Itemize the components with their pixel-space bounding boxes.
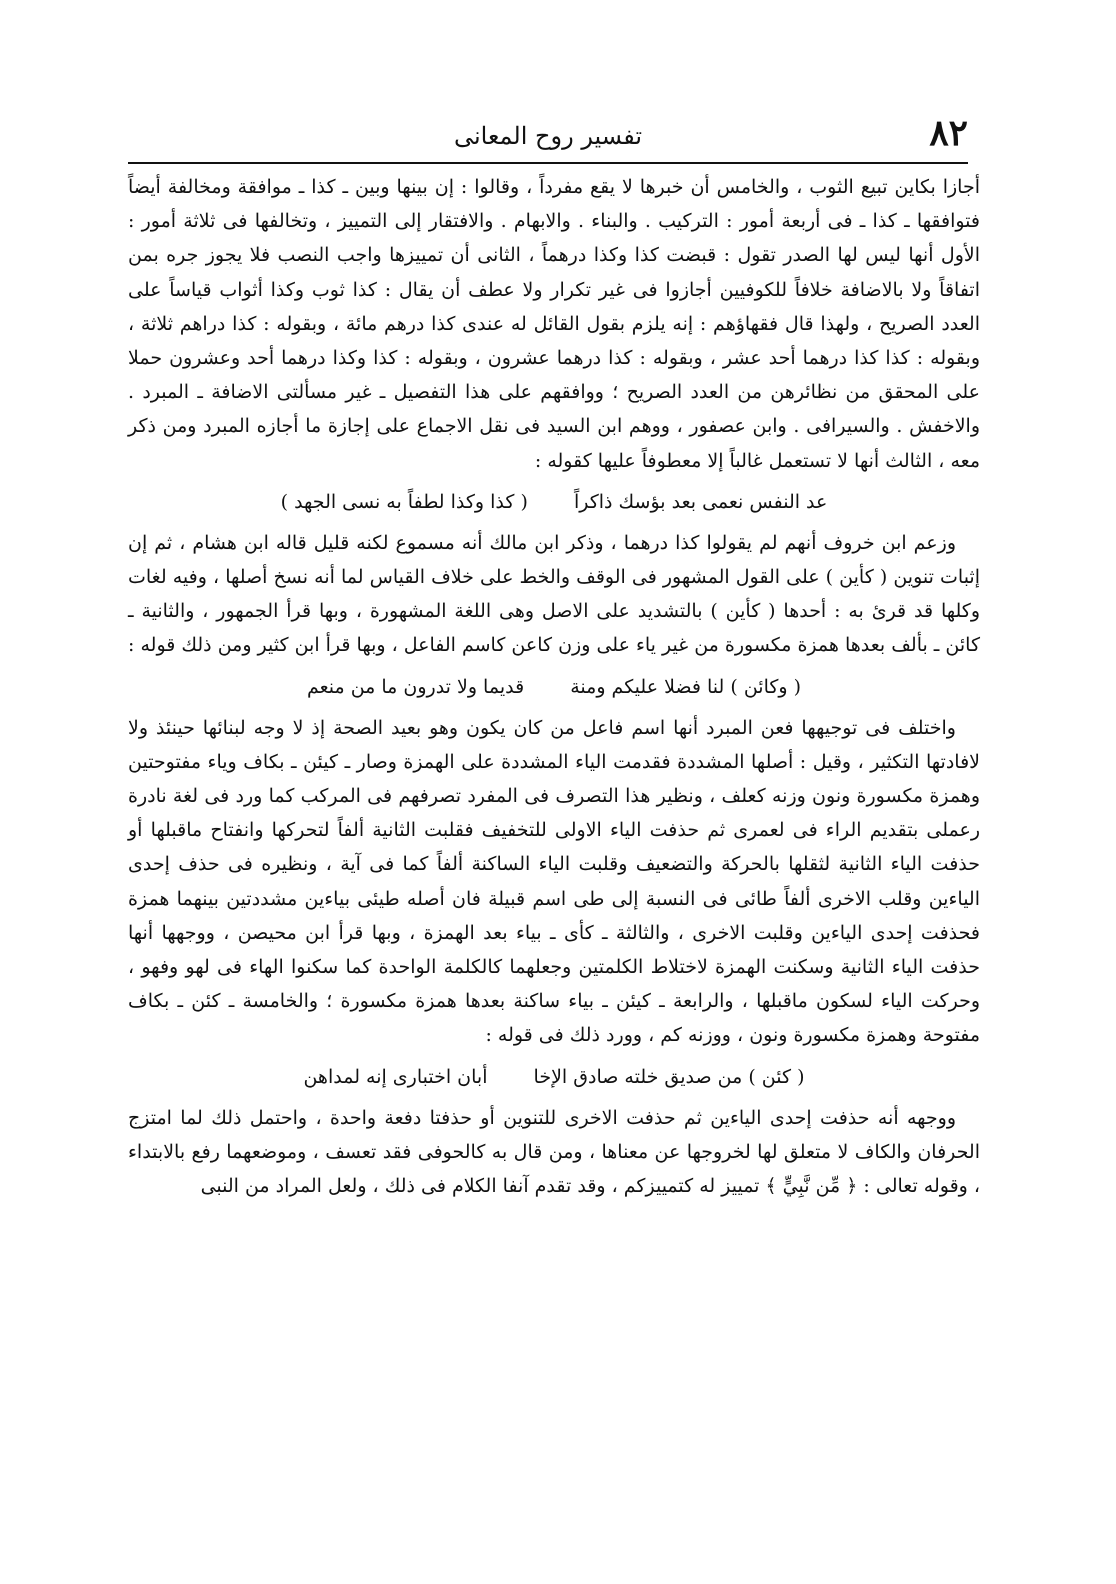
page-number: ٨٢	[929, 112, 968, 154]
verse-hemistich: ( كئن ) من صديق خلته صادق الإخا	[533, 1065, 805, 1088]
paragraph: وزعم ابن خروف أنهم لم يقولوا كذا درهما ، وذكر ابن مالك أنه مسموع لكنه قليل قاله ابن هشام ، ثم إن إثبات تنوين ( كأين ) على القول المشهور فى الوقف والخط على خلاف القياس لما أنه نسخ أصلها ، وفيه لغات وكلها قد قرئ به : أحدها ( كأين ) بالتشديد على الاصل وهى اللغة المشهورة ، وبها قرأ الجمهور ، والثانية ـ كائن ـ بألف بعدها همزة مكسورة من غير ياء على وزن كاعن كاسم الفاعل ، وبها قرأ ابن كثير ومن ذلك قوله :	[128, 531, 980, 657]
verse-hemistich: ( كذا وكذا لطفاً به نسى الجهد )	[280, 490, 528, 513]
verse	[128, 486, 980, 518]
running-title: تفسير روح المعانى	[453, 122, 643, 150]
body-text	[128, 170, 980, 1203]
paragraph: واختلف فى توجيهها فعن المبرد أنها اسم فاعل من كان يكون وهو بعيد الصحة إذ لا وجه لبنائها حينئذ ولا لافادتها التكثير ، وقيل : أصلها المشددة فقدمت الياء المشددة على الهمزة وصار ـ كيئن ـ بكاف وياء مفتوحتين وهمزة مكسورة ونون وزنه كعلف ، ونظير هذا التصرف فى المفرد تصرفهم فى المركب كما ورد فى لغة نادرة رعملى بتقديم الراء فى لعمرى ثم حذفت الياء الاولى للتخفيف فقلبت الثانية ألفاً لتحركها وانفتاح ماقبلها أو حذفت الياء الثانية لثقلها بالحركة والتضعيف وقلبت الياء الساكنة ألفاً كما فى آية ، ونظيره فى حذف إحدى الياءين وقلب الاخرى ألفاً طائى فى النسبة إلى طى اسم قبيلة فان أصله طيئى بياءين مشددتين بينهما همزة فحذفت إحدى الياءين وقلبت الاخرى ، والثالثة ـ كأى ـ بياء بعد الهمزة ، وبها قرأ ابن محيصن ، ووجهها أنها حذفت الياء الثانية وسكنت الهمزة لاختلاط الكلمتين وجعلهما كالكلمة الواحدة كما سكنوا الهاء فى لهو وفهو ، وحركت الياء لسكون ماقبلها ، والرابعة ـ كيئن ـ بياء ساكنة بعدها همزة مكسورة ؛ والخامسة ـ كئن ـ بكاف مفتوحة وهمزة مكسورة ونون ، ووزنه كم ، وورد ذلك فى قوله :	[128, 716, 980, 1047]
verse-hemistich: ( وكائن ) لنا فضلا عليكم ومنة	[570, 675, 802, 698]
verse	[128, 671, 980, 703]
verse-hemistich: عد النفس نعمى بعد بؤسك ذاكراً	[573, 490, 828, 513]
verse-hemistich: قديما ولا تدرون ما من منعم	[306, 675, 525, 698]
verse-hemistich: أبان اختبارى إنه لمداهن	[303, 1065, 488, 1088]
paragraph: ووجهه أنه حذفت إحدى الياءين ثم حذفت الاخرى للتنوين أو حذفتا دفعة واحدة ، واحتمل ذلك لما امتزج الحرفان والكاف لا متعلق لها لخروجها عن معناها ، ومن قال به كالحوفى فقد تعسف ، وموضعهما رفع بالابتداء ، وقوله تعالى : ﴿ مِّن نَّبِيٍّ ﴾ تمييز له كتمييزكم ، وقد تقدم آنفا الكلام فى ذلك ، ولعل المراد من النبى	[128, 1106, 980, 1198]
paragraph: أجازا بكاين تبيع الثوب ، والخامس أن خبرها لا يقع مفرداً ، وقالوا : إن بينها وبين ـ كذا ـ موافقة ومخالفة أيضاً فتوافقها ـ كذا ـ فى أربعة أمور : التركيب . والبناء . والابهام . والافتقار إلى التمييز ، وتخالفها فى ثلاثة أمور : الأول أنها ليس لها الصدر تقول : قبضت كذا وكذا درهماً ، الثانى أن تمييزها واجب النصب فلا يجوز جره بمن اتفاقاً ولا بالاضافة خلافاً للكوفيين أجازوا فى غير تكرار ولا عطف أن يقال : كذا ثوب وكذا أثواب قياساً على العدد الصريح ، ولهذا قال فقهاؤهم : إنه يلزم بقول القائل له عندى كذا درهم مائة ، وبقوله : كذا دراهم ثلاثة ، وبقوله : كذا كذا درهما أحد عشر ، وبقوله : كذا درهما عشرون ، وبقوله : كذا وكذا درهما أحد وعشرون حملا على المحقق من نظائرهن من العدد الصريح ؛ ووافقهم على هذا التفصيل ـ غير مسألتى الاضافة ـ المبرد . والاخفش . والسيرافى . وابن عصفور ، ووهم ابن السيد فى نقل الاجماع على إجازة ما أجازه المبرد ومن ذكر معه ، الثالث أنها لا تستعمل غالباً إلا معطوفاً عليها كقوله :	[128, 176, 980, 472]
verse	[128, 1061, 980, 1093]
page-header	[128, 112, 968, 164]
